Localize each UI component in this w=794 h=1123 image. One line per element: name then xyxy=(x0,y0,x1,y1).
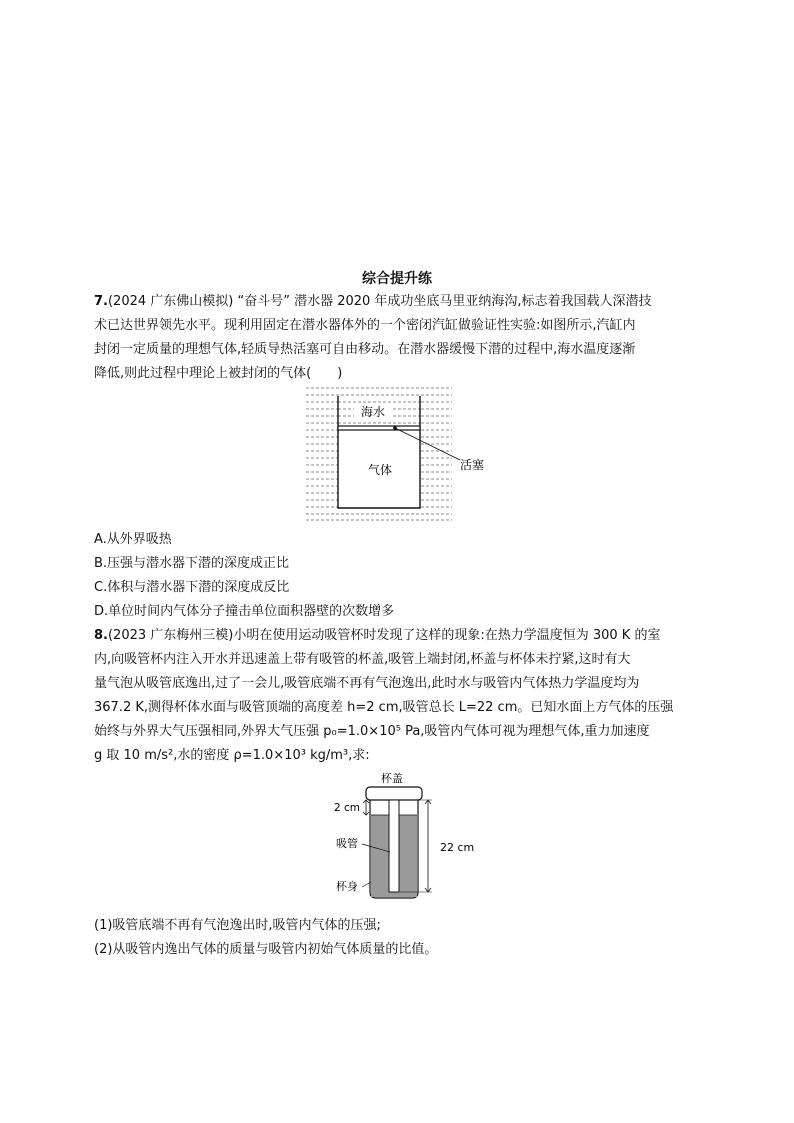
option-c: C.体积与潜水器下潜的深度成反比 xyxy=(94,580,290,595)
q7-line: 封闭一定质量的理想气体,轻质导热活塞可自由移动。在潜水器缓慢下潜的过程中,海水温度逐渐 xyxy=(94,342,636,357)
q8-line: 367.2 K,测得杯体水面与吸管顶端的高度差 h=2 cm,吸管总长 L=22 cm。已知水面上方气体的压强 xyxy=(94,700,674,715)
question-8-number: 8. xyxy=(94,628,108,643)
subquestion-2: (2)从吸管内逸出气体的质量与吸管内初始气体质量的比值。 xyxy=(94,942,438,957)
label-water: 海水 xyxy=(360,405,386,419)
label-straw: 吸管 xyxy=(336,837,358,850)
q7-line: 术已达世界领先水平。现利用固定在潜水器体外的一个密闭汽缸做验证性实验:如图所示,汽缸内 xyxy=(94,318,636,333)
section-title: 综合提升练 xyxy=(362,271,432,287)
cup-lid xyxy=(366,787,422,800)
cup-figure xyxy=(320,770,480,910)
label-piston: 活塞 xyxy=(460,458,485,472)
option-b: B.压强与潜水器下潜的深度成正比 xyxy=(94,556,290,571)
q8-line: 始终与外界大气压强相同,外界大气压强 p₀=1.0×10⁵ Pa,吸管内气体可视为理想气体,重力加速度 xyxy=(94,724,650,739)
label-gas: 气体 xyxy=(367,463,393,477)
option-a: A.从外界吸热 xyxy=(94,532,172,547)
label-22cm: 22 cm xyxy=(440,841,475,854)
q8-line: g 取 10 m/s²,水的密度 ρ=1.0×10³ kg/m³,求: xyxy=(94,748,370,763)
q8-line: 量气泡从吸管底逸出,过了一会儿,吸管底端不再有气泡逸出,此时水与吸管内气体热力学温度均为 xyxy=(94,676,640,691)
piston xyxy=(338,426,420,430)
question-7-stem xyxy=(94,290,702,386)
question-8-stem xyxy=(94,624,702,768)
q8-line: 内,向吸管杯内注入开水并迅速盖上带有吸管的杯盖,吸管上端封闭,杯盖与杯体未拧紧,这时有大 xyxy=(94,652,631,667)
q7-line: 降低,则此过程中理论上被封闭的气体( ) xyxy=(94,366,343,381)
label-2cm: 2 cm xyxy=(333,802,360,814)
question-7-number: 7. xyxy=(94,294,108,309)
subquestion-1: (1)吸管底端不再有气泡逸出时,吸管内气体的压强; xyxy=(94,918,381,933)
q8-line: (2023 广东梅州三模)小明在使用运动吸管杯时发现了这样的现象:在热力学温度恒为 300 K 的室 xyxy=(107,628,661,643)
label-lid: 杯盖 xyxy=(381,772,403,785)
cylinder-figure xyxy=(300,382,500,528)
straw xyxy=(389,800,399,892)
option-d: D.单位时间内气体分子撞击单位面积器壁的次数增多 xyxy=(94,604,395,619)
q7-line: (2024 广东佛山模拟) “奋斗号” 潜水器 2020 年成功坐底马里亚纳海沟,标志着我国载人深潜技 xyxy=(107,294,652,309)
label-body: 杯身 xyxy=(336,880,358,893)
